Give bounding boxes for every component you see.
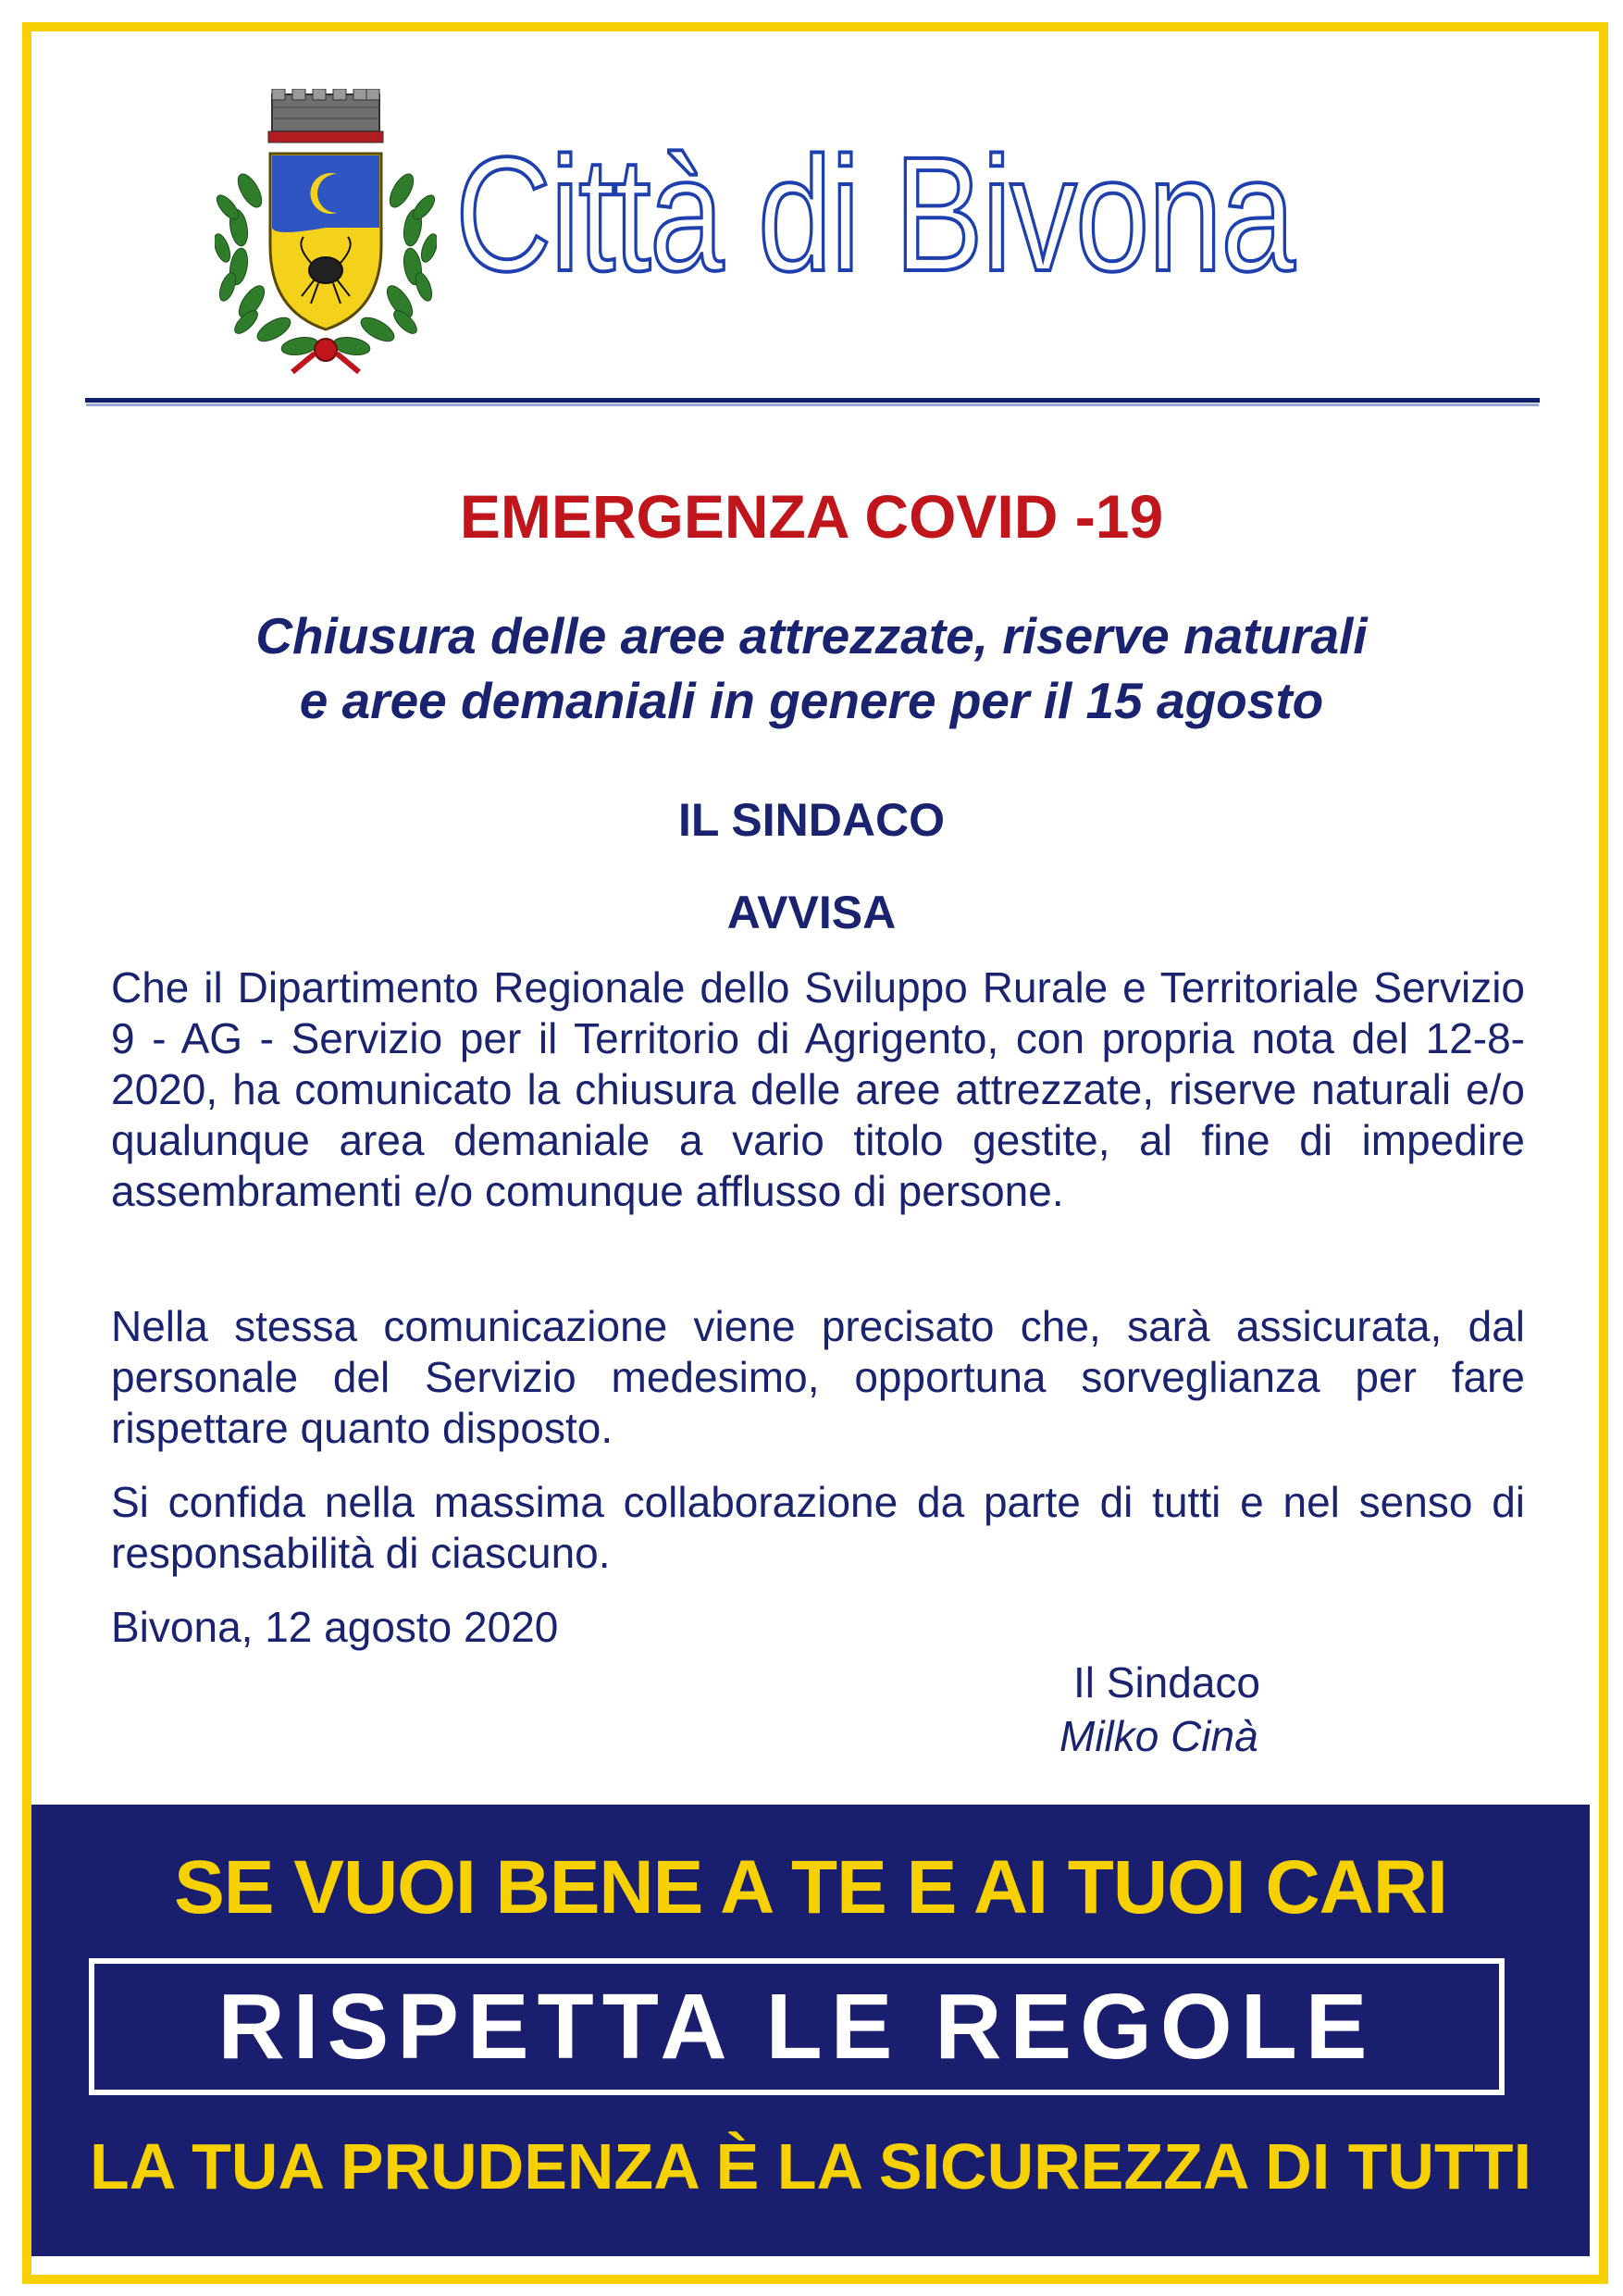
banner-top-line: SE VUOI BENE A TE E AI TUOI CARI [174,1845,1447,1930]
subtitle-line-1: Chiusura delle aree attrezzate, riserve naturali [255,607,1368,664]
emergency-headline: EMERGENZA COVID -19 [459,482,1164,551]
city-title: Città di Bivona [455,124,1294,305]
place-date: Bivona, 12 agosto 2020 [111,1603,559,1651]
issuer-heading: IL SINDACO [678,794,945,846]
banner-bottom-line: LA TUA PRUDENZA È LA SICUREZZA DI TUTTI [89,2130,1532,2203]
notice-subtitle [74,603,1549,733]
title-divider [85,398,1540,403]
rules-text: RISPETTA LE REGOLE [217,1975,1376,2079]
signature-name: Milko Cinà [1059,1712,1258,1760]
paragraph-surveillance: Nella stessa comunicazione viene precisato che, sarà assicurata, dal personale del Servizio medesimo, opportuna sorveglianza per fare rispettare quanto disposto. [111,1302,1525,1452]
signature-role: Il Sindaco [1073,1658,1261,1706]
safety-banner [31,1805,1590,2256]
paragraph-closure-notice: Che il Dipartimento Regionale dello Sviluppo Rurale e Territoriale Servizio 9 - AG - Servizio per il Territorio di Agrigento, con propria nota del 12-8-2020, ha comunicato la chiusura delle aree attrezzate, riserve naturali e/o qualunque area demaniale a vario titolo gestite, al fine di impedire assembramenti e/o comunque afflusso di persone. [111,963,1525,1215]
coat-of-arms-icon [215,89,437,376]
subtitle-line-2: e aree demaniali in genere per il 15 agosto [299,672,1324,729]
rules-box [89,1958,1505,2095]
paragraph-collaboration: Si confida nella massima collaborazione da parte di tutti e nel senso di responsabilità di ciascuno. [111,1478,1525,1577]
action-heading: AVVISA [726,887,897,938]
